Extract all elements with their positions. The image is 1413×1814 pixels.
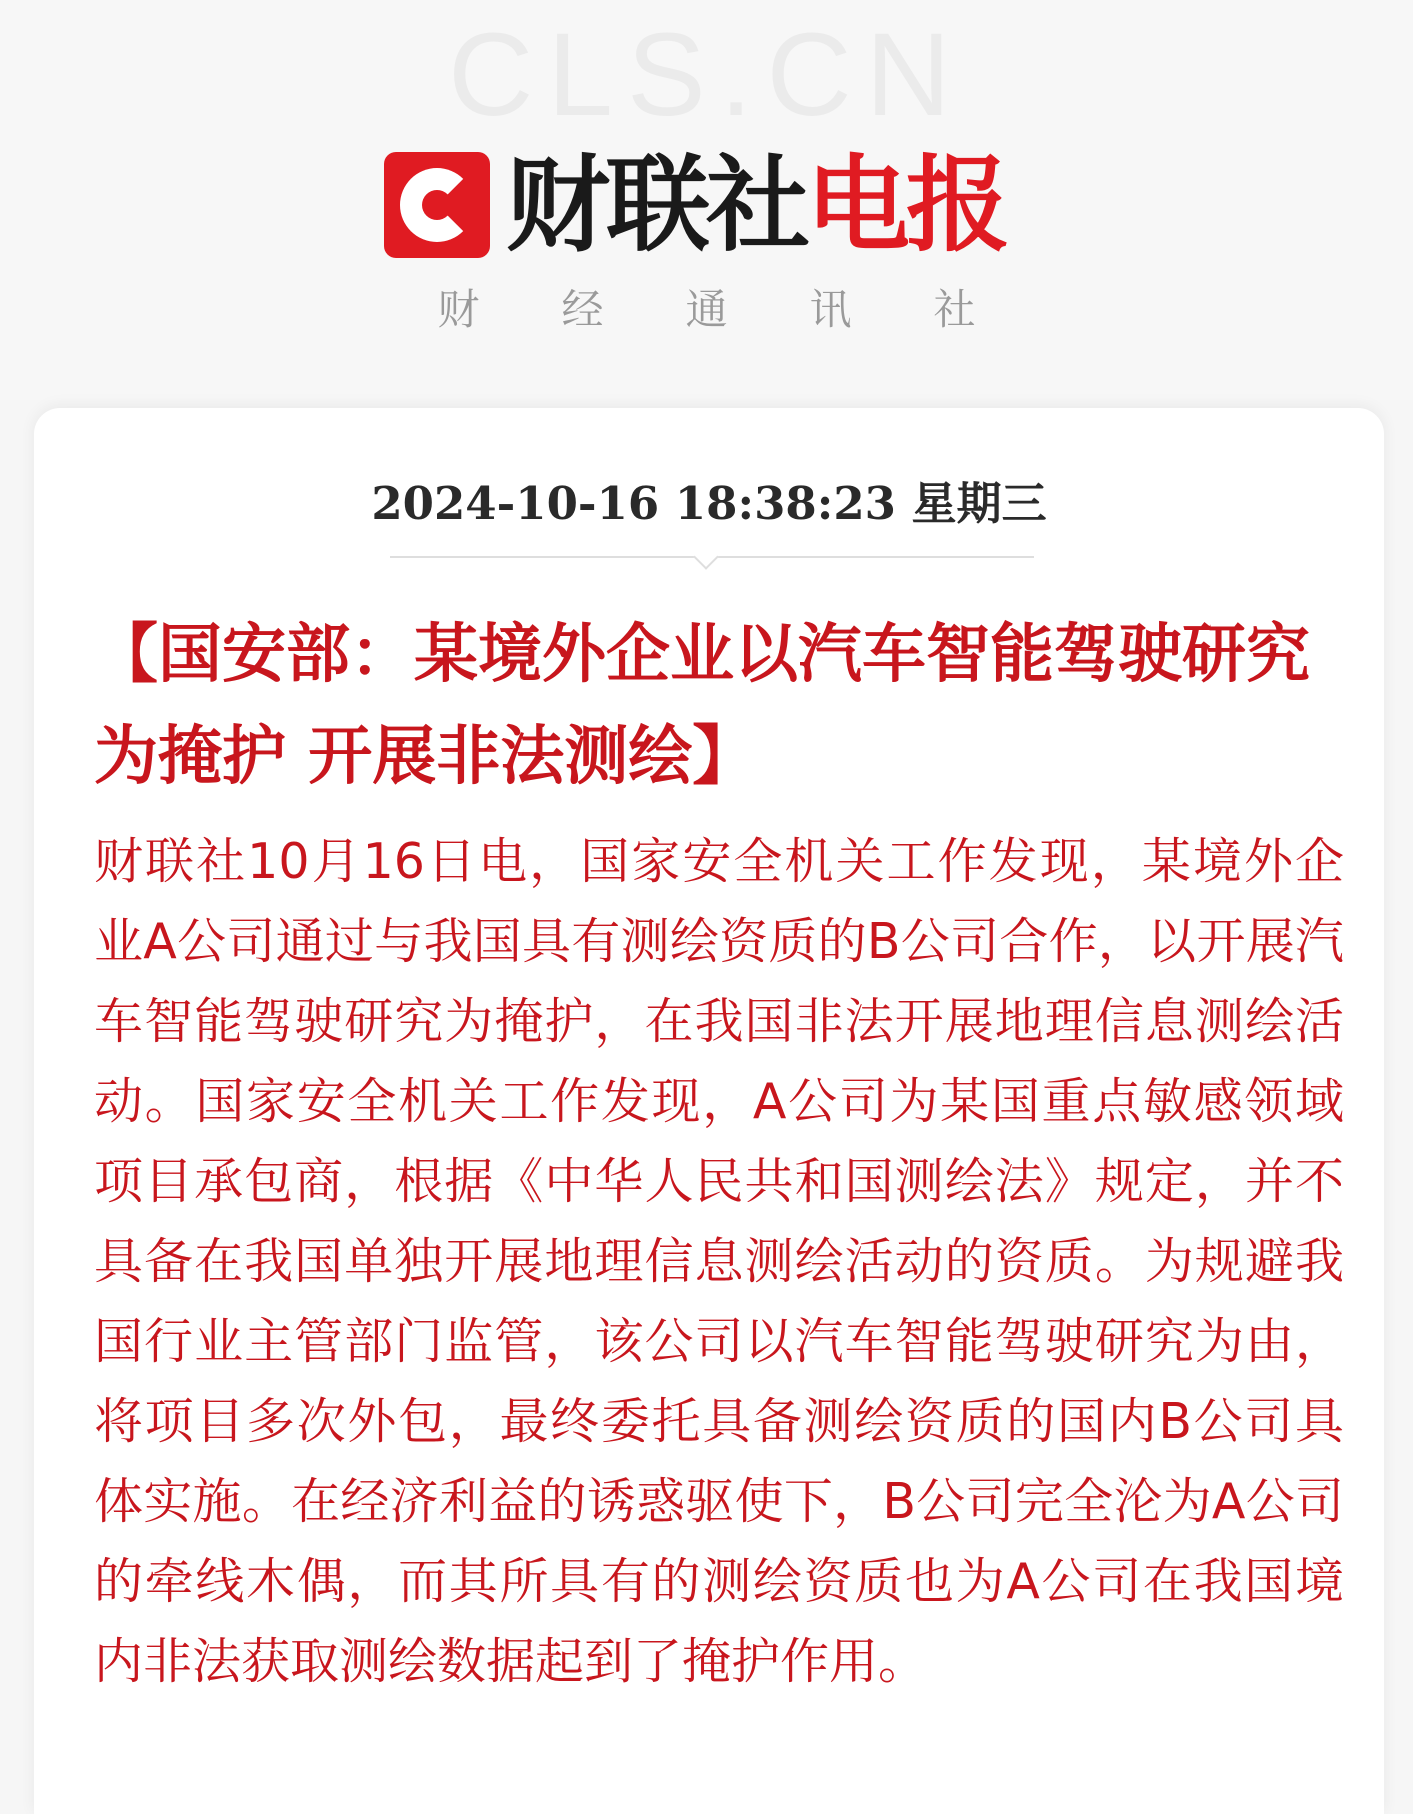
cls-logo-icon [384, 152, 490, 258]
watermark-text: CLS.CN [448, 9, 965, 141]
brand-header [0, 0, 1413, 400]
article-card [34, 408, 1384, 1814]
brand-subtitle: 财经通讯社 [437, 285, 1058, 334]
article-datetime: 2024-10-16 18:38:23 星期三 [371, 477, 1047, 530]
article-headline: 【国安部：某境外企业以汽车智能驾驶研究为掩护 开展非法测绘】 [94, 617, 1310, 794]
article-body: 财联社10月16日电，国家安全机关工作发现，某境外企业A公司通过与我国具有测绘资质的B公司合作，以开展汽车智能驾驶研究为掩护，在我国非法开展地理信息测绘活动。国家安全机关工作发现，A公司为某国重点敏感领域项目承包商，根据《中华人民共和国测绘法》规定，并不具备在我国单独开展地理信息测绘活动的资质。为规避我国行业主管部门监管，该公司以汽车智能驾驶研究为由，将项目多次外包，最终委托具备测绘资质的国内B公司具体实施。在经济利益的诱惑驱使下，B公司完全沦为A公司的牵线木偶，而其所具有的测绘资质也为A公司在我国境内非法获取测绘数据起到了掩护作用。 [94, 833, 1344, 1690]
brand-logo [384, 144, 1007, 266]
brand-accent: 电报 [806, 144, 1007, 266]
divider-notch-icon [693, 544, 718, 569]
brand-name: 财联社 [506, 144, 807, 266]
